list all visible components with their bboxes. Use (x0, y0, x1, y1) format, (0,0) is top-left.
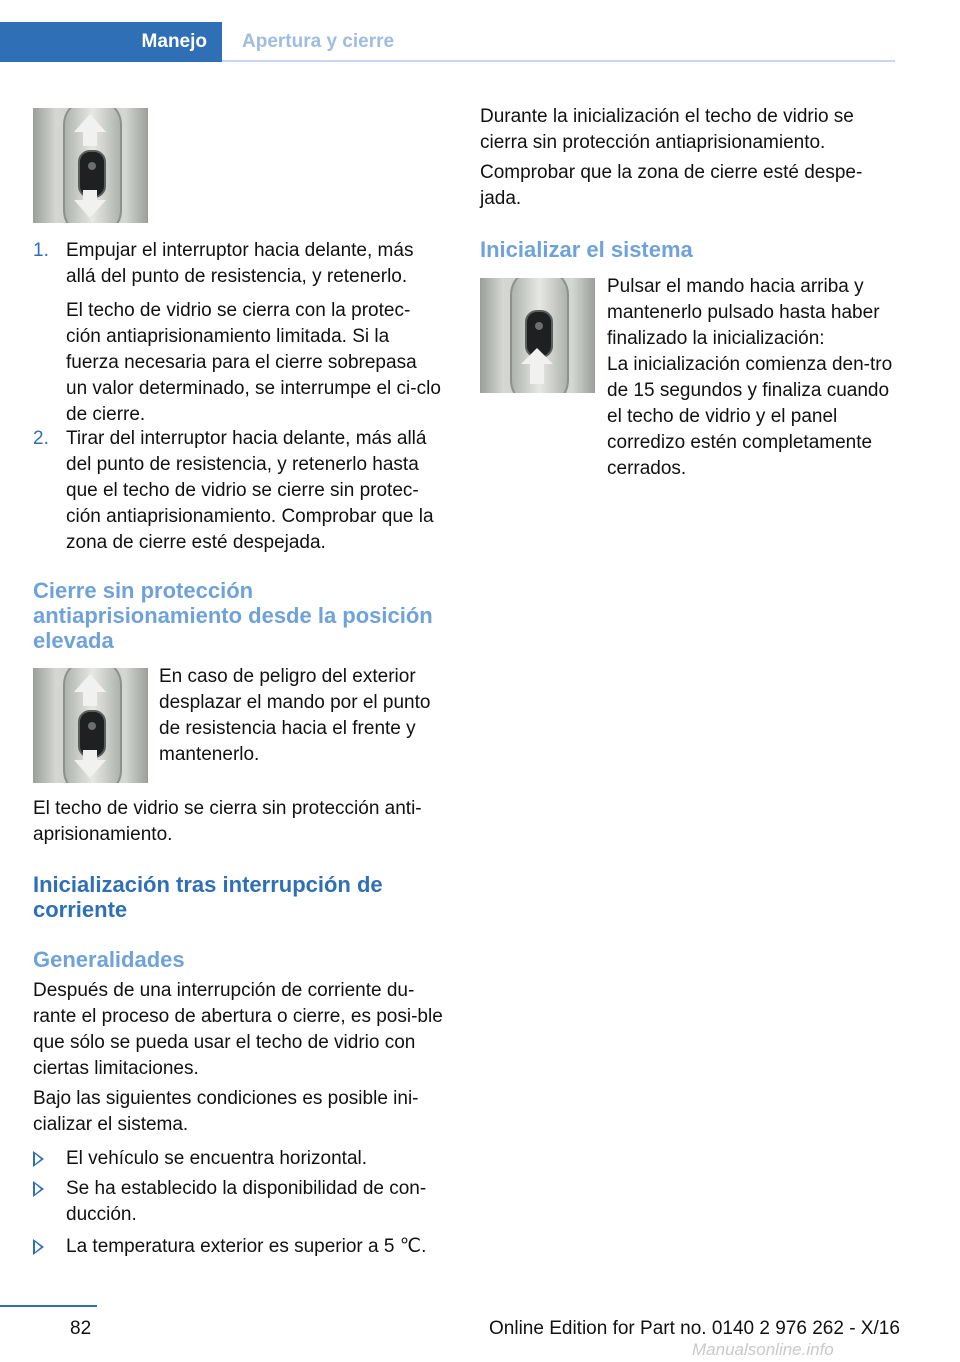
heading-generalidades: Generalidades (33, 947, 185, 972)
section-tab: Manejo (0, 22, 222, 62)
roof-switch-illustration (33, 108, 148, 223)
watermark: Manualsonline.info (692, 1340, 834, 1359)
page-number: 82 (70, 1318, 92, 1339)
bullet-text: La temperatura exterior es superior a 5 ℃. (66, 1236, 427, 1257)
bullet-triangle-icon (33, 1151, 44, 1167)
init-duration-text: La inicialización comienza den‐tro de 15 segundos y finaliza cuando el techo de vidrio y el panel corredizo estén completamente cerrados. (607, 354, 893, 479)
init-note: Durante la inicialización el techo de vidrio se cierra sin protección antiaprisionamiento. (480, 106, 854, 153)
list-step-detail: El techo de vidrio se cierra con la protec‐ción antiaprisionamiento limitada. Si la fuerza necesaria para el cierre sobrepasa un valor determinado, se interrumpe el ci‐clo de cierre. (66, 300, 441, 425)
footer-rule (0, 1305, 97, 1307)
page-header (0, 22, 895, 62)
list-number: 1. (33, 240, 49, 261)
check-area-note: Comprobar que la zona de cierre esté despe‐jada. (480, 162, 863, 209)
general-text: Después de una interrupción de corriente du‐rante el proceso de abertura o cierre, es posi‐ble que sólo se pueda usar el techo de vidrio con ciertas limitaciones. (33, 980, 443, 1079)
bullet-triangle-icon (33, 1239, 44, 1255)
bullet-triangle-icon (33, 1181, 44, 1197)
heading-init-system: Inicializar el sistema (480, 237, 693, 262)
list-item (33, 238, 443, 436)
conditions-intro: Bajo las siguientes condiciones es posible ini‐cializar el sistema. (33, 1088, 419, 1135)
edition-text: Online Edition for Part no. 0140 2 976 262 - X/16 (489, 1318, 900, 1339)
heading-initialization: Inicialización tras interrupción de corriente (33, 872, 383, 922)
list-item (33, 1234, 443, 1260)
init-duration (480, 352, 895, 482)
list-number: 2. (33, 428, 49, 449)
heading-cierre: Cierre sin protección antiaprisionamiento desde la posición elevada (33, 578, 433, 653)
cierre-result: El techo de vidrio se cierra sin protección anti‐aprisionamiento. (33, 798, 422, 845)
list-item (33, 426, 443, 564)
roof-switch-illustration (33, 668, 148, 783)
init-instruction: Pulsar el mando hacia arriba y mantenerlo pulsado hasta haber finalizado la inicialización: (607, 276, 880, 349)
bullet-text: Se ha establecido la disponibilidad de con‐ducción. (66, 1178, 427, 1225)
list-item (33, 1176, 443, 1228)
list-step-text: Empujar el interruptor hacia delante, más allá del punto de resistencia, y retenerlo. (66, 240, 414, 287)
cierre-instruction: En caso de peligro del exterior desplazar el mando por el punto de resistencia hacia el frente y mantenerlo. (159, 666, 431, 765)
subsection-tab: Apertura y cierre (242, 31, 395, 52)
header-rule (222, 60, 895, 62)
list-step-text: Tirar del interruptor hacia delante, más allá del punto de resistencia, y retenerlo hasta que el techo de vidrio se cierre sin protec‐ción antiaprisionamiento. Comprobar que la zona de cierre esté despejada. (66, 428, 434, 553)
list-item (33, 1146, 443, 1172)
bullet-text: El vehículo se encuentra horizontal. (66, 1148, 368, 1169)
